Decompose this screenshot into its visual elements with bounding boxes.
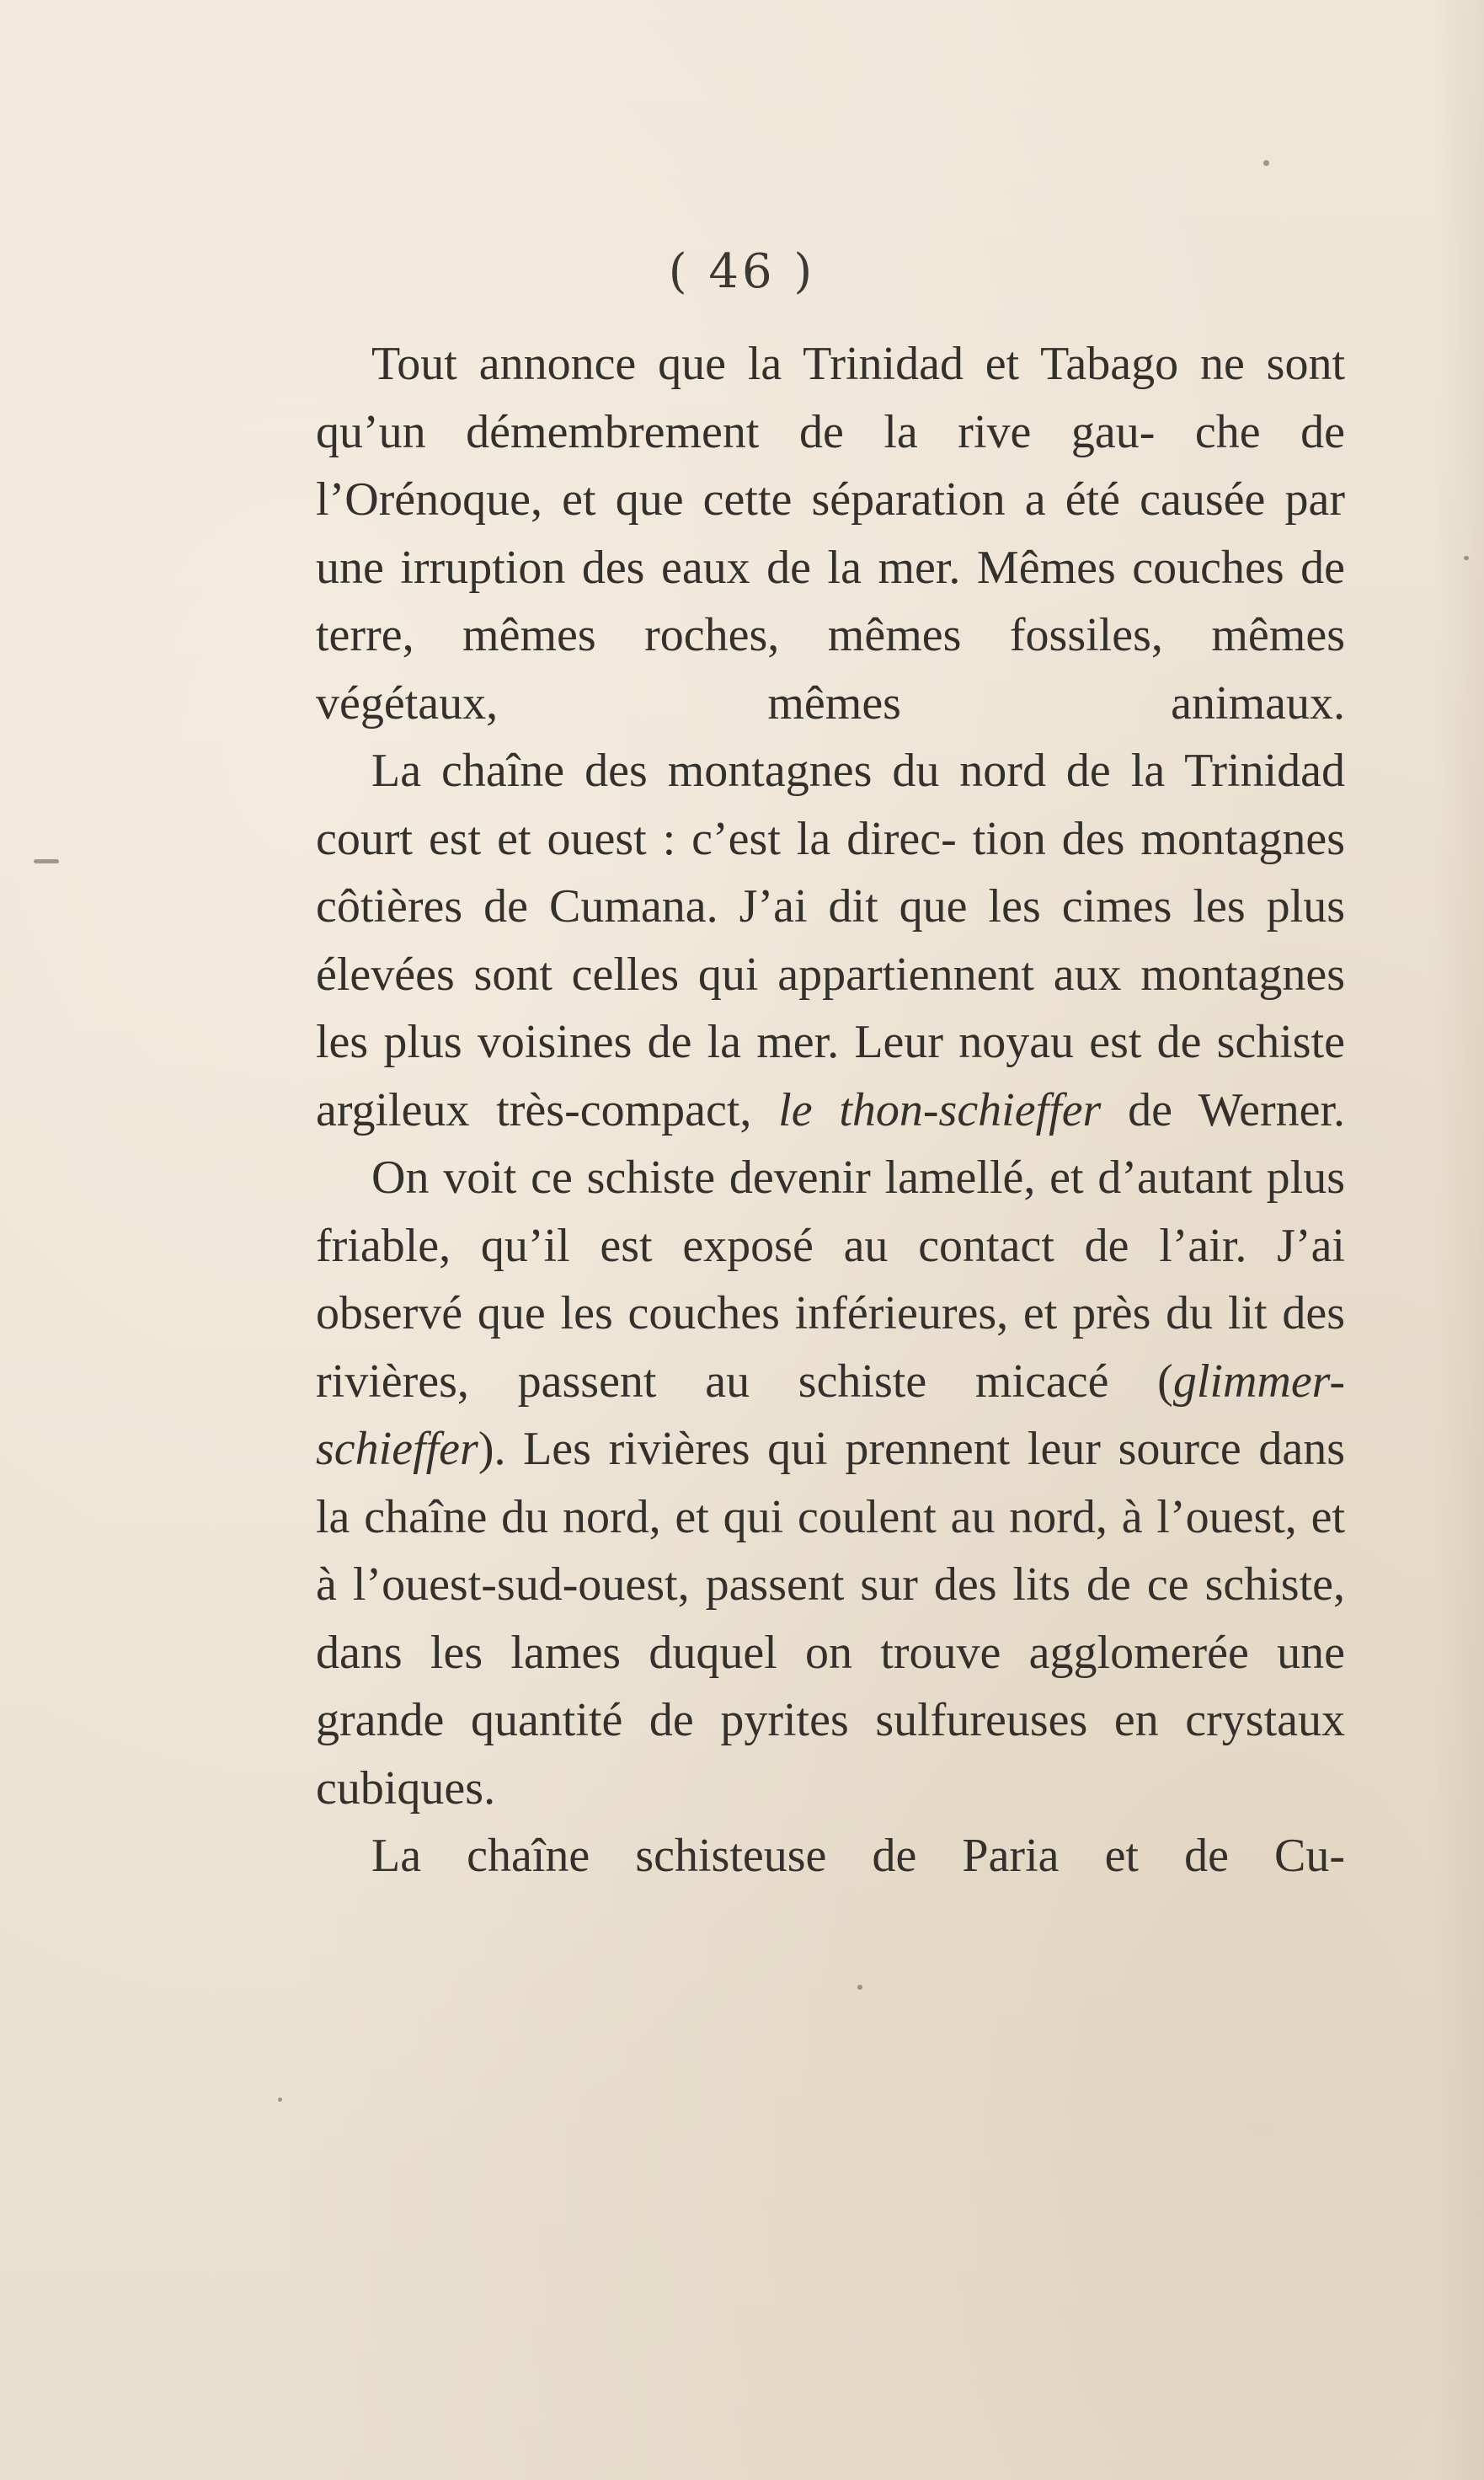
body-text xyxy=(316,330,1345,1890)
text-line: qui appartiennent aux montagnes les plus xyxy=(316,948,1346,1068)
text-line: mêmes animaux. xyxy=(767,676,1346,730)
text-line: Werner. xyxy=(1198,1083,1346,1136)
paragraph xyxy=(316,737,1345,1144)
text-line: ne sont qu’un démembrement de la rive gau- xyxy=(316,338,1345,458)
text-line: Tout annonce que la Trinidad et Tabago xyxy=(371,338,1179,390)
text-line: de xyxy=(1128,1083,1172,1136)
italic-term: glimmer-schieffer xyxy=(316,1355,1346,1475)
paper-speck xyxy=(1464,556,1469,560)
italic-term: le thon-schieffer xyxy=(778,1083,1102,1136)
text-line: inférieures, et près du lit des rivières, passent xyxy=(316,1287,1346,1408)
text-line: che de l’Orénoque, et que cette séparation xyxy=(316,405,1346,526)
text-line: argileux très-compact, xyxy=(316,1083,752,1136)
paragraph xyxy=(316,330,1345,737)
text-line: de pyrites sulfureuses en crystaux cubiques. xyxy=(316,1694,1345,1815)
paper-speck xyxy=(857,1985,862,1990)
text-line: On voit ce schiste devenir lamellé, et xyxy=(371,1152,1084,1204)
text-line: roches, mêmes fossiles, mêmes végétaux, xyxy=(316,609,1345,730)
paper-speck xyxy=(1263,160,1269,166)
text-line: on trouve agglomerée une grande quantité xyxy=(316,1626,1346,1746)
paper-speck xyxy=(34,859,59,863)
text-line: La chaîne des montagnes du nord de la xyxy=(371,745,1166,797)
text-line: voisines de la mer. Leur noyau est de schiste xyxy=(477,1016,1346,1068)
page-edge-shadow xyxy=(1433,0,1484,2480)
text-line: a été causée par une irruption des eaux de xyxy=(316,473,1346,594)
text-line: d’autant plus friable, qu’il est exposé au xyxy=(316,1152,1345,1272)
paragraph xyxy=(316,1822,1345,1890)
text-line: l’ouest, et à l’ouest-sud-ouest, passent sur xyxy=(316,1490,1346,1611)
text-line: contact de l’air. J’ai observé que les couches xyxy=(316,1219,1345,1339)
text-line: chaîne du nord, et qui coulent au nord, à xyxy=(364,1490,1143,1543)
paragraph xyxy=(316,1144,1345,1822)
text-line: ). Les xyxy=(478,1423,591,1475)
text-line: Trinidad court est et ouest : c’est la direc- xyxy=(316,745,1345,865)
text-line: au schiste micacé ( xyxy=(705,1355,1173,1408)
paper-speck xyxy=(278,2098,282,2102)
text-line: la mer. Mêmes couches de terre, mêmes xyxy=(316,541,1345,661)
text-line: des lits de ce schiste, dans les lames duquel xyxy=(316,1558,1345,1679)
text-line: tion des montagnes côtières de Cumana. J’ai xyxy=(316,812,1346,933)
text-line: dit que les cimes les plus élevées sont celles xyxy=(316,880,1346,1001)
text-line: rivières qui prennent leur source dans la xyxy=(316,1423,1346,1543)
text-line: La chaîne schisteuse de Paria et de Cu- xyxy=(371,1830,1345,1882)
page-number: ( 46 ) xyxy=(668,244,816,299)
